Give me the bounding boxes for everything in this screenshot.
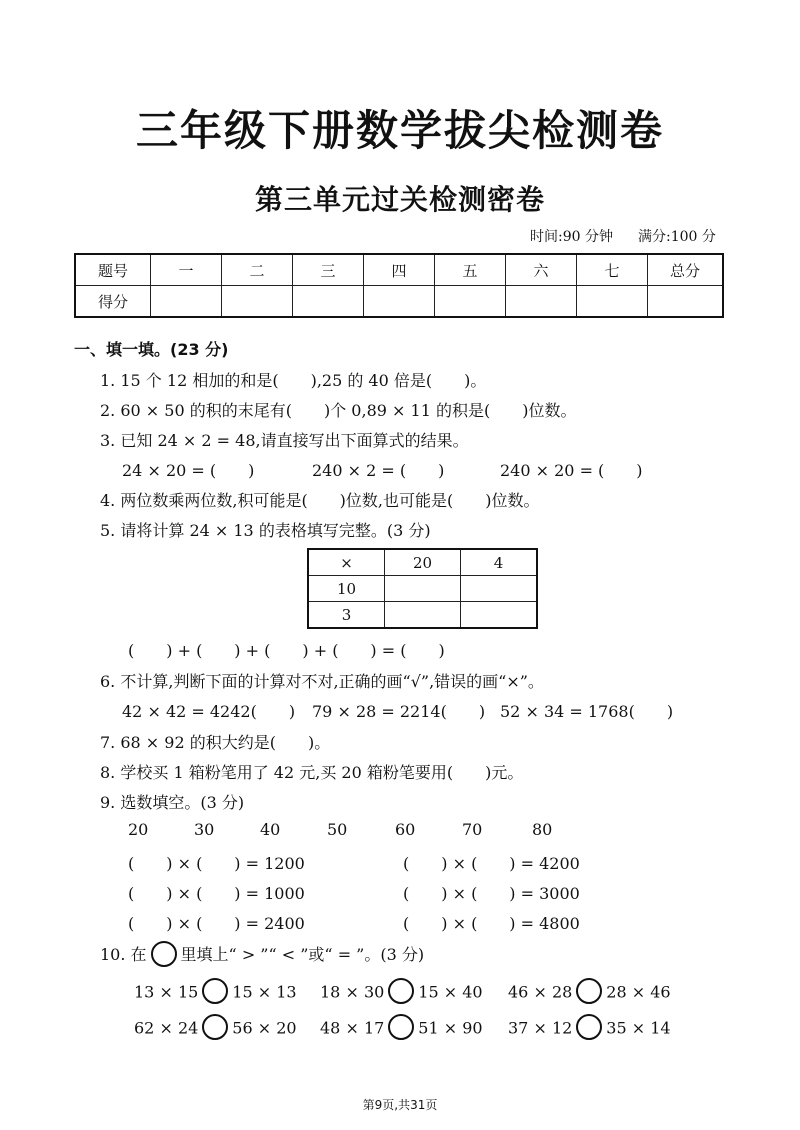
number-option: 40 <box>260 820 281 839</box>
compare-left: 18 × 30 <box>320 982 385 1002</box>
score-input-cell[interactable] <box>506 286 577 318</box>
mult-header-cell: 20 <box>385 549 461 576</box>
question-10 <box>100 942 424 969</box>
score-row-label: 得分 <box>75 286 151 318</box>
number-option: 70 <box>462 820 483 839</box>
score-input-cell[interactable] <box>293 286 364 318</box>
score-cell: 二 <box>222 254 293 286</box>
section-heading: 一、填一填。(23 分) <box>74 340 229 359</box>
compare-item <box>508 980 671 1006</box>
score-table-score-row <box>75 286 723 318</box>
compare-right: 35 × 14 <box>606 1018 671 1038</box>
question-2: 2. 60 × 50 的积的末尾有( )个 0,89 × 11 的积是( )位数。 <box>100 401 577 420</box>
question-9-blank: ( ) × ( ) = 1000 <box>128 884 305 903</box>
question-8: 8. 学校买 1 箱粉笔用了 42 元,买 20 箱粉笔要用( )元。 <box>100 763 524 782</box>
score-cell: 题号 <box>75 254 151 286</box>
number-option: 60 <box>395 820 416 839</box>
compare-circle-blank[interactable] <box>388 978 414 1004</box>
multiplication-table <box>307 548 538 629</box>
mult-row-label: 10 <box>308 576 385 602</box>
mult-answer-cell[interactable] <box>385 576 461 602</box>
number-option: 30 <box>194 820 215 839</box>
compare-left: 37 × 12 <box>508 1018 573 1038</box>
question-1: 1. 15 个 12 相加的和是( ),25 的 40 倍是( )。 <box>100 371 487 390</box>
score-table-header-row <box>75 254 723 286</box>
compare-item <box>134 980 297 1006</box>
score-input-cell[interactable] <box>364 286 435 318</box>
question-9-blank: ( ) × ( ) = 1200 <box>128 854 305 873</box>
compare-right: 51 × 90 <box>418 1018 483 1038</box>
question-3-item: 240 × 2 = ( ) <box>312 461 445 480</box>
score-input-cell[interactable] <box>577 286 648 318</box>
question-9-blank: ( ) × ( ) = 2400 <box>128 914 305 933</box>
score-input-cell[interactable] <box>222 286 293 318</box>
number-option: 20 <box>128 820 149 839</box>
compare-circle-blank[interactable] <box>576 1014 602 1040</box>
compare-item <box>320 980 483 1006</box>
score-cell: 五 <box>435 254 506 286</box>
question-5: 5. 请将计算 24 × 13 的表格填写完整。(3 分) <box>100 521 431 540</box>
score-cell: 七 <box>577 254 648 286</box>
question-3: 3. 已知 24 × 2 = 48,请直接写出下面算式的结果。 <box>100 431 469 450</box>
number-option: 80 <box>532 820 553 839</box>
question-9-blank: ( ) × ( ) = 3000 <box>403 884 580 903</box>
page-subtitle: 第三单元过关检测密卷 <box>254 183 545 216</box>
question-6: 6. 不计算,判断下面的计算对不对,正确的画“√”,错误的画“×”。 <box>100 672 544 691</box>
compare-circle-blank[interactable] <box>202 978 228 1004</box>
question-6-item: 52 × 34 = 1768( ) <box>500 702 674 721</box>
question-4: 4. 两位数乘两位数,积可能是( )位数,也可能是( )位数。 <box>100 491 540 510</box>
compare-item <box>508 1016 671 1042</box>
compare-circle-blank[interactable] <box>202 1014 228 1040</box>
compare-right: 28 × 46 <box>606 982 671 1002</box>
score-input-cell[interactable] <box>648 286 724 318</box>
page-footer: 第9页,共31页 <box>362 1098 438 1112</box>
compare-item <box>134 1016 297 1042</box>
score-cell: 四 <box>364 254 435 286</box>
compare-right: 15 × 40 <box>418 982 483 1002</box>
question-9: 9. 选数填空。(3 分) <box>100 793 245 812</box>
compare-right: 56 × 20 <box>232 1018 297 1038</box>
compare-circle-blank[interactable] <box>388 1014 414 1040</box>
question-9-blank: ( ) × ( ) = 4200 <box>403 854 580 873</box>
question-3-item: 240 × 20 = ( ) <box>500 461 643 480</box>
page-title: 三年级下册数学拔尖检测卷 <box>135 106 664 155</box>
question-5-sum-line: ( ) + ( ) + ( ) + ( ) = ( ) <box>128 641 445 660</box>
compare-circle-icon <box>151 941 177 967</box>
score-input-cell[interactable] <box>435 286 506 318</box>
question-10-prefix: 10. 在 <box>100 945 147 964</box>
exam-time: 时间:90 分钟 <box>530 229 613 245</box>
compare-left: 46 × 28 <box>508 982 573 1002</box>
mult-answer-cell[interactable] <box>385 602 461 629</box>
question-6-item: 42 × 42 = 4242( ) <box>122 702 296 721</box>
mult-answer-cell[interactable] <box>461 576 538 602</box>
mult-answer-cell[interactable] <box>461 602 538 629</box>
score-cell: 三 <box>293 254 364 286</box>
compare-left: 48 × 17 <box>320 1018 385 1038</box>
exam-full-score: 满分:100 分 <box>638 229 716 245</box>
mult-row-label: 3 <box>308 602 385 629</box>
compare-left: 13 × 15 <box>134 982 199 1002</box>
compare-circle-blank[interactable] <box>576 978 602 1004</box>
question-6-item: 79 × 28 = 2214( ) <box>312 702 486 721</box>
score-cell: 总分 <box>648 254 724 286</box>
score-input-cell[interactable] <box>151 286 222 318</box>
score-cell: 六 <box>506 254 577 286</box>
mult-header-cell: 4 <box>461 549 538 576</box>
score-cell: 一 <box>151 254 222 286</box>
question-10-suffix: 里填上“ > ”“ < ”或“ = ”。(3 分) <box>180 945 425 964</box>
score-table <box>74 253 724 318</box>
question-7: 7. 68 × 92 的积大约是( )。 <box>100 733 331 752</box>
question-9-blank: ( ) × ( ) = 4800 <box>403 914 580 933</box>
compare-left: 62 × 24 <box>134 1018 199 1038</box>
compare-item <box>320 1016 483 1042</box>
question-3-item: 24 × 20 = ( ) <box>122 461 255 480</box>
compare-right: 15 × 13 <box>232 982 297 1002</box>
mult-header-cell: × <box>308 549 385 576</box>
number-option: 50 <box>327 820 348 839</box>
